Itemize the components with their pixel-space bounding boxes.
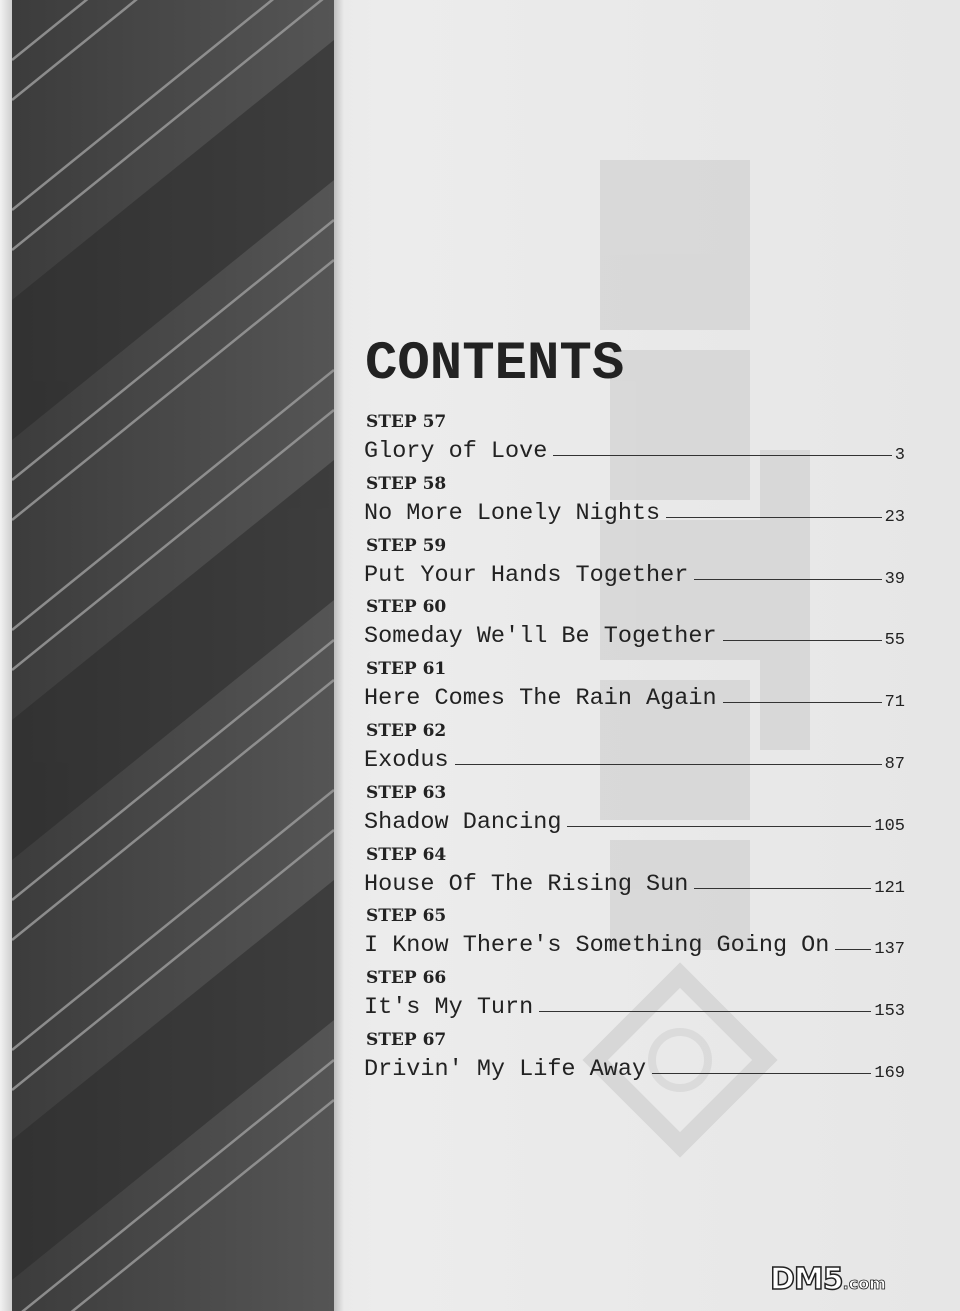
toc-entry xyxy=(360,843,905,905)
toc-row xyxy=(364,619,905,651)
leader-line xyxy=(666,517,881,518)
toc-row xyxy=(364,496,905,528)
chapter-title: Here Comes The Rain Again xyxy=(364,685,717,713)
page-number: 121 xyxy=(874,878,905,898)
step-number: STEP 64 xyxy=(366,844,447,865)
watermark-main: DM5 xyxy=(770,1262,843,1297)
leader-line xyxy=(694,579,881,580)
chapter-title: Drivin' My Life Away xyxy=(364,1055,647,1083)
page-number: 169 xyxy=(874,1063,905,1083)
toc-entry xyxy=(360,534,905,596)
toc-row xyxy=(364,990,905,1022)
chapter-title: House Of The Rising Sun xyxy=(364,870,689,898)
page-number: 71 xyxy=(884,693,905,713)
page-number: 23 xyxy=(884,507,905,527)
chapter-title: I Know There's Something Going On xyxy=(364,932,830,960)
toc-entry xyxy=(360,781,905,843)
toc-row xyxy=(364,928,905,960)
diagonal-stripes xyxy=(12,0,334,1311)
step-number: STEP 62 xyxy=(366,720,447,741)
step-number: STEP 63 xyxy=(366,782,447,803)
chapter-title: Put Your Hands Together xyxy=(364,561,689,589)
step-number: STEP 65 xyxy=(366,906,447,927)
toc-entry xyxy=(360,719,905,781)
step-number: STEP 61 xyxy=(366,659,447,680)
leader-line xyxy=(723,640,882,641)
leader-line xyxy=(553,455,891,456)
chapter-title: Someday We'll Be Together xyxy=(364,623,717,651)
leader-line xyxy=(567,826,871,827)
contents-heading: CONTENTS xyxy=(365,334,625,395)
step-number: STEP 67 xyxy=(366,1029,447,1050)
leader-line xyxy=(455,764,882,765)
toc-entry xyxy=(360,472,905,534)
striped-cover-panel xyxy=(12,0,334,1311)
toc-row xyxy=(364,743,905,775)
leader-line xyxy=(723,702,882,703)
toc-entry xyxy=(360,1028,905,1090)
page-number: 153 xyxy=(874,1002,905,1022)
toc-entry xyxy=(360,410,905,472)
step-number: STEP 59 xyxy=(366,535,447,556)
chapter-title: It's My Turn xyxy=(364,994,534,1022)
page-number: 87 xyxy=(884,754,905,774)
chapter-title: Exodus xyxy=(364,746,449,774)
leader-line xyxy=(694,888,871,889)
leader-line xyxy=(835,949,871,950)
chapter-title: Shadow Dancing xyxy=(364,808,562,836)
watermark-logo xyxy=(770,1262,886,1297)
table-of-contents xyxy=(360,410,905,1090)
leader-line xyxy=(539,1011,871,1012)
toc-row xyxy=(364,805,905,837)
toc-row xyxy=(364,558,905,590)
toc-entry xyxy=(360,657,905,719)
toc-row xyxy=(364,681,905,713)
page-number: 3 xyxy=(894,446,905,465)
step-number: STEP 58 xyxy=(366,473,447,494)
leader-line xyxy=(652,1073,871,1074)
chapter-title: No More Lonely Nights xyxy=(364,499,661,527)
toc-row xyxy=(364,867,905,899)
toc-row xyxy=(364,1052,905,1084)
page-number: 105 xyxy=(874,816,905,836)
step-number: STEP 66 xyxy=(366,968,447,989)
panel-shadow xyxy=(334,0,344,1311)
chapter-title: Glory of Love xyxy=(364,438,548,465)
toc-row xyxy=(364,434,905,466)
page-number: 137 xyxy=(874,940,905,960)
toc-entry xyxy=(360,904,905,966)
toc-entry xyxy=(360,595,905,657)
toc-entry xyxy=(360,966,905,1028)
watermark-suffix: .com xyxy=(842,1274,886,1293)
page-number: 39 xyxy=(884,569,905,589)
step-number: STEP 57 xyxy=(366,412,447,432)
page-number: 55 xyxy=(884,631,905,651)
step-number: STEP 60 xyxy=(366,597,447,618)
